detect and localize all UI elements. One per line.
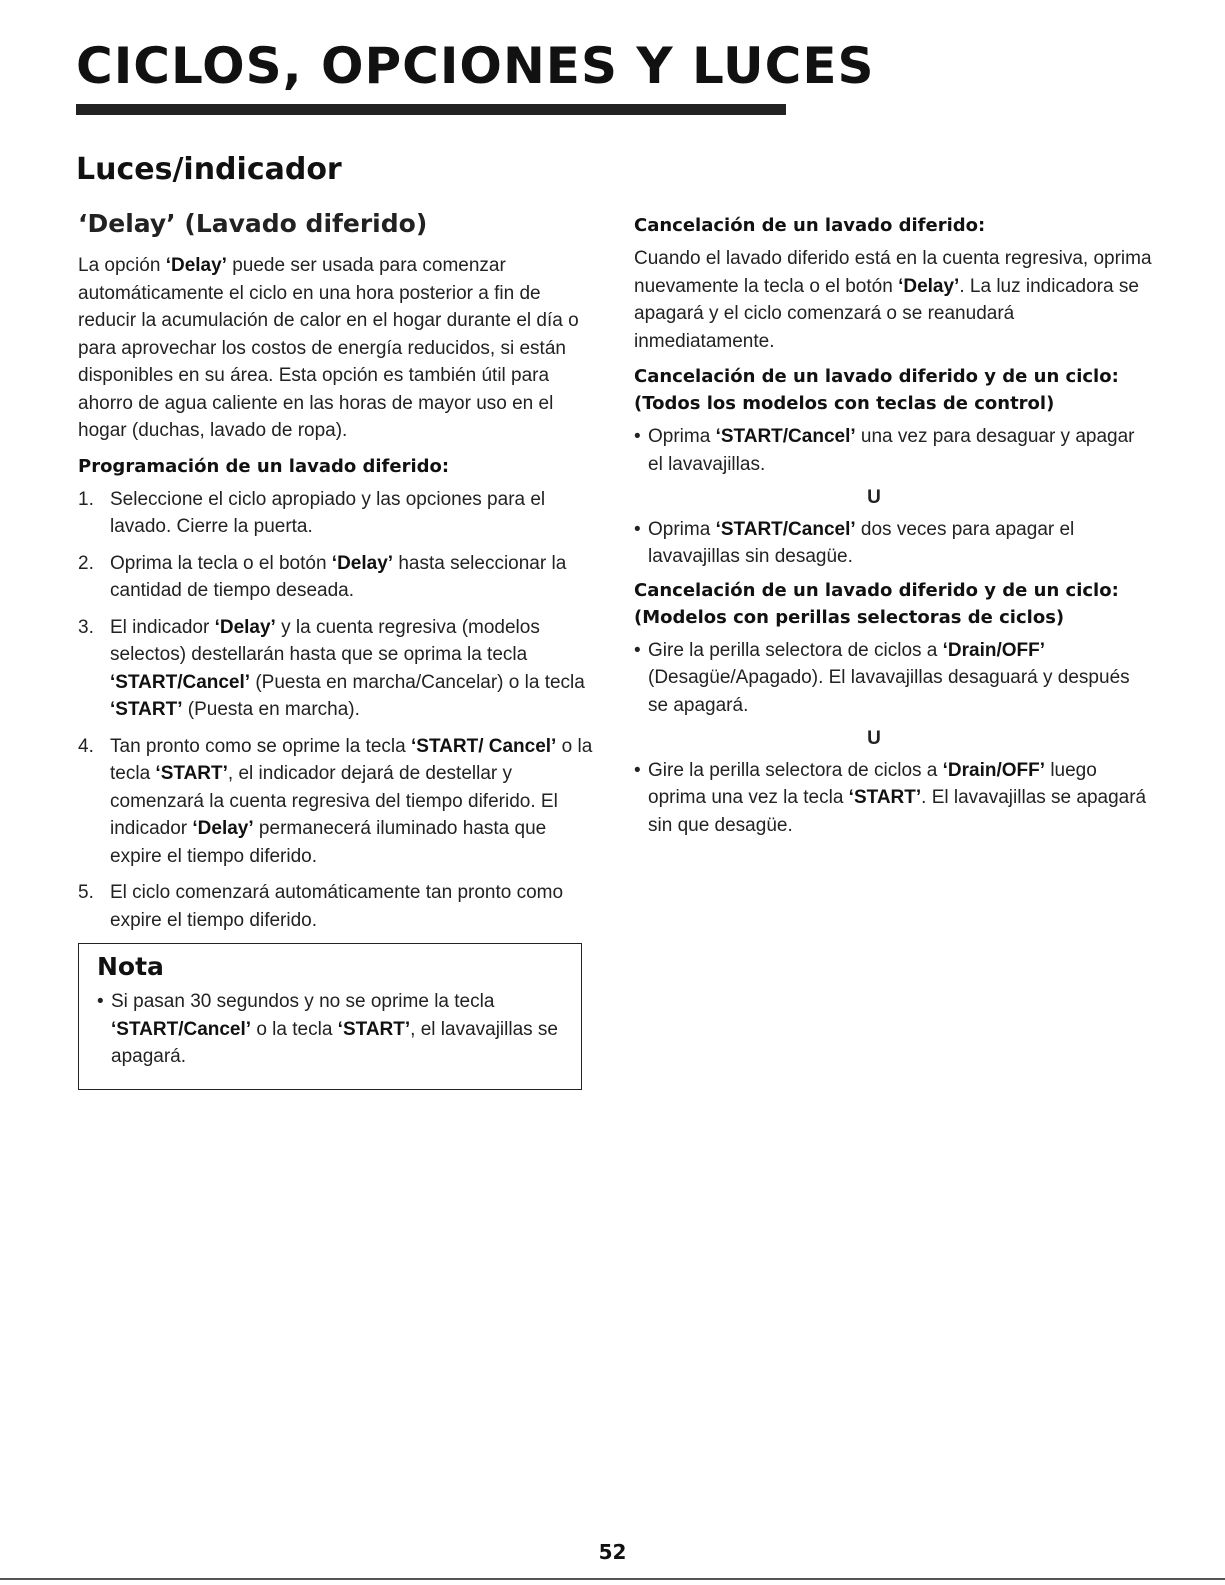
list-item xyxy=(78,486,598,541)
keyword: ‘Delay’ xyxy=(898,275,960,297)
text-run: . La luz indicadora se apagará y el ciclo comenzará o se reanudará inmediatamente. xyxy=(634,275,1139,352)
or-separator: U xyxy=(867,487,881,508)
page-number: 52 xyxy=(598,1540,627,1564)
step-number: 4. xyxy=(78,735,94,757)
knob-bullets xyxy=(634,637,1154,720)
keyword: ‘START’ xyxy=(155,763,228,784)
controls-bullets-alt xyxy=(634,516,1154,571)
controls-bullets xyxy=(634,423,1154,478)
note-box xyxy=(78,943,582,1090)
text-run: , el lavavajillas se apagará. xyxy=(111,1018,558,1067)
keyword: ‘START/Cancel’ xyxy=(715,426,856,447)
text-run: Seleccione el ciclo apropiado y las opciones para el lavado. Cierre la puerta. xyxy=(110,488,546,537)
right-column xyxy=(634,212,1154,845)
text-run: (Puesta en marcha/Cancelar) o la tecla xyxy=(250,671,585,693)
keyword: ‘Delay’ xyxy=(192,818,254,839)
text-run: , el indicador dejará de destellar y comenzará la cuenta regresiva del tiempo diferido. El indicador xyxy=(110,763,558,839)
delay-heading-subtitle: (Lavado diferido) xyxy=(184,209,428,238)
text-run: Oprima xyxy=(648,426,716,447)
text-run: una vez para desaguar y apagar el lavavajillas. xyxy=(648,426,1135,475)
delay-intro xyxy=(78,252,598,445)
bullet-icon: • xyxy=(97,991,104,1012)
text-run: puede ser usada para comenzar automáticamente el ciclo en una hora posterior a fin de reducir la acumulación de calor en el hogar durante el día o para aprovechar los costos de energía reducidos, si están disponibles en su área. Esta opción es también útil para ahorro de agua caliente en las horas de mayor uso en el hogar (duchas, lavado de ropa). xyxy=(78,255,579,441)
list-item xyxy=(634,757,1154,840)
bottom-rule xyxy=(0,1578,1225,1580)
text-run: y la cuenta regresiva (modelos selectos) destellarán hasta que se oprima la tecla xyxy=(110,616,540,665)
step-number: 1. xyxy=(78,488,94,510)
bullet-icon: • xyxy=(634,518,641,540)
keyword: ‘START/Cancel’ xyxy=(111,1018,252,1040)
list-item xyxy=(634,637,1154,720)
bullet-icon: • xyxy=(634,759,641,781)
cancel-cycle-controls-heading xyxy=(634,363,1154,417)
note-list xyxy=(97,988,567,1071)
text-run: (Puesta en marcha). xyxy=(182,699,360,720)
list-item xyxy=(78,614,598,724)
keyword: ‘START’ xyxy=(110,699,183,720)
keyword: ‘START/Cancel’ xyxy=(110,671,251,693)
text-run: o la tecla xyxy=(110,735,593,784)
text-run: Cuando el lavado diferido está en la cuenta regresiva, oprima nuevamente la tecla o el botón xyxy=(634,248,1152,297)
page-title: CICLOS, OPCIONES Y LUCES xyxy=(76,37,875,95)
section-heading: Luces/indicador xyxy=(76,152,342,187)
text-run: El ciclo comenzará automáticamente tan pronto como expire el tiempo diferido. xyxy=(110,882,564,931)
bullet-icon: • xyxy=(634,426,641,447)
left-column xyxy=(78,208,598,1090)
keyword: ‘Drain/OFF’ xyxy=(942,759,1046,781)
text-run: La opción xyxy=(78,255,166,276)
text-run: (Desagüe/Apagado). El lavavajillas desaguará y después se apagará. xyxy=(648,667,1130,716)
keyword: ‘Delay’ xyxy=(214,616,276,638)
title-rule xyxy=(76,104,786,115)
text-run: Tan pronto como se oprime la tecla xyxy=(110,735,411,757)
text-run: Si pasan 30 segundos y no se oprime la tecla xyxy=(111,991,495,1012)
or-separator: U xyxy=(867,728,881,749)
list-item xyxy=(78,733,598,871)
text-run: Oprima la tecla o el botón xyxy=(110,552,332,574)
keyword: ‘Drain/OFF’ xyxy=(942,639,1046,661)
step-number: 5. xyxy=(78,882,94,903)
keyword: ‘START’ xyxy=(337,1018,411,1040)
programming-heading: Programación de un lavado diferido: xyxy=(78,455,450,477)
text-run: Gire la perilla selectora de ciclos a xyxy=(648,759,943,781)
list-item xyxy=(634,516,1154,571)
text-run: Gire la perilla selectora de ciclos a xyxy=(648,639,943,661)
cancel-delay-heading: Cancelación de un lavado diferido: xyxy=(634,215,986,236)
knob-bullets-alt xyxy=(634,757,1154,840)
text-run: El indicador xyxy=(110,616,215,638)
keyword: ‘START/ Cancel’ xyxy=(411,735,557,757)
text-run: hasta seleccionar la cantidad de tiempo deseada. xyxy=(110,552,567,601)
step-number: 3. xyxy=(78,616,94,638)
delay-heading xyxy=(78,208,598,240)
keyword: ‘Delay’ xyxy=(165,255,227,276)
heading-line: Cancelación de un lavado diferido y de un ciclo: xyxy=(634,366,1119,387)
text-run: Oprima xyxy=(648,518,716,540)
heading-line: (Todos los modelos con teclas de control) xyxy=(634,393,1055,414)
delay-heading-keyword: ‘Delay’ xyxy=(78,209,176,238)
text-run: . El lavavajillas se apagará sin que desagüe. xyxy=(648,787,1147,836)
text-run: luego oprima una vez la tecla xyxy=(648,759,1097,808)
text-run: permanecerá iluminado hasta que expire el tiempo diferido. xyxy=(110,818,547,867)
keyword: ‘Delay’ xyxy=(331,552,394,574)
cancel-delay-text xyxy=(634,245,1154,355)
text-run: dos veces para apagar el lavavajillas sin desagüe. xyxy=(648,518,1075,567)
list-item xyxy=(78,879,598,934)
list-item xyxy=(634,423,1154,478)
programming-steps xyxy=(78,486,598,935)
list-item xyxy=(78,550,598,605)
heading-line: Cancelación de un lavado diferido y de un ciclo: xyxy=(634,579,1119,601)
keyword: ‘START/Cancel’ xyxy=(715,518,856,540)
text-run: o la tecla xyxy=(251,1018,338,1040)
cancel-cycle-knob-heading xyxy=(634,577,1154,631)
step-number: 2. xyxy=(78,552,94,574)
heading-line: (Modelos con perillas selectoras de ciclos) xyxy=(634,606,1065,628)
note-title: Nota xyxy=(97,952,164,981)
bullet-icon: • xyxy=(634,639,641,661)
keyword: ‘START’ xyxy=(848,787,922,808)
list-item xyxy=(97,988,567,1071)
